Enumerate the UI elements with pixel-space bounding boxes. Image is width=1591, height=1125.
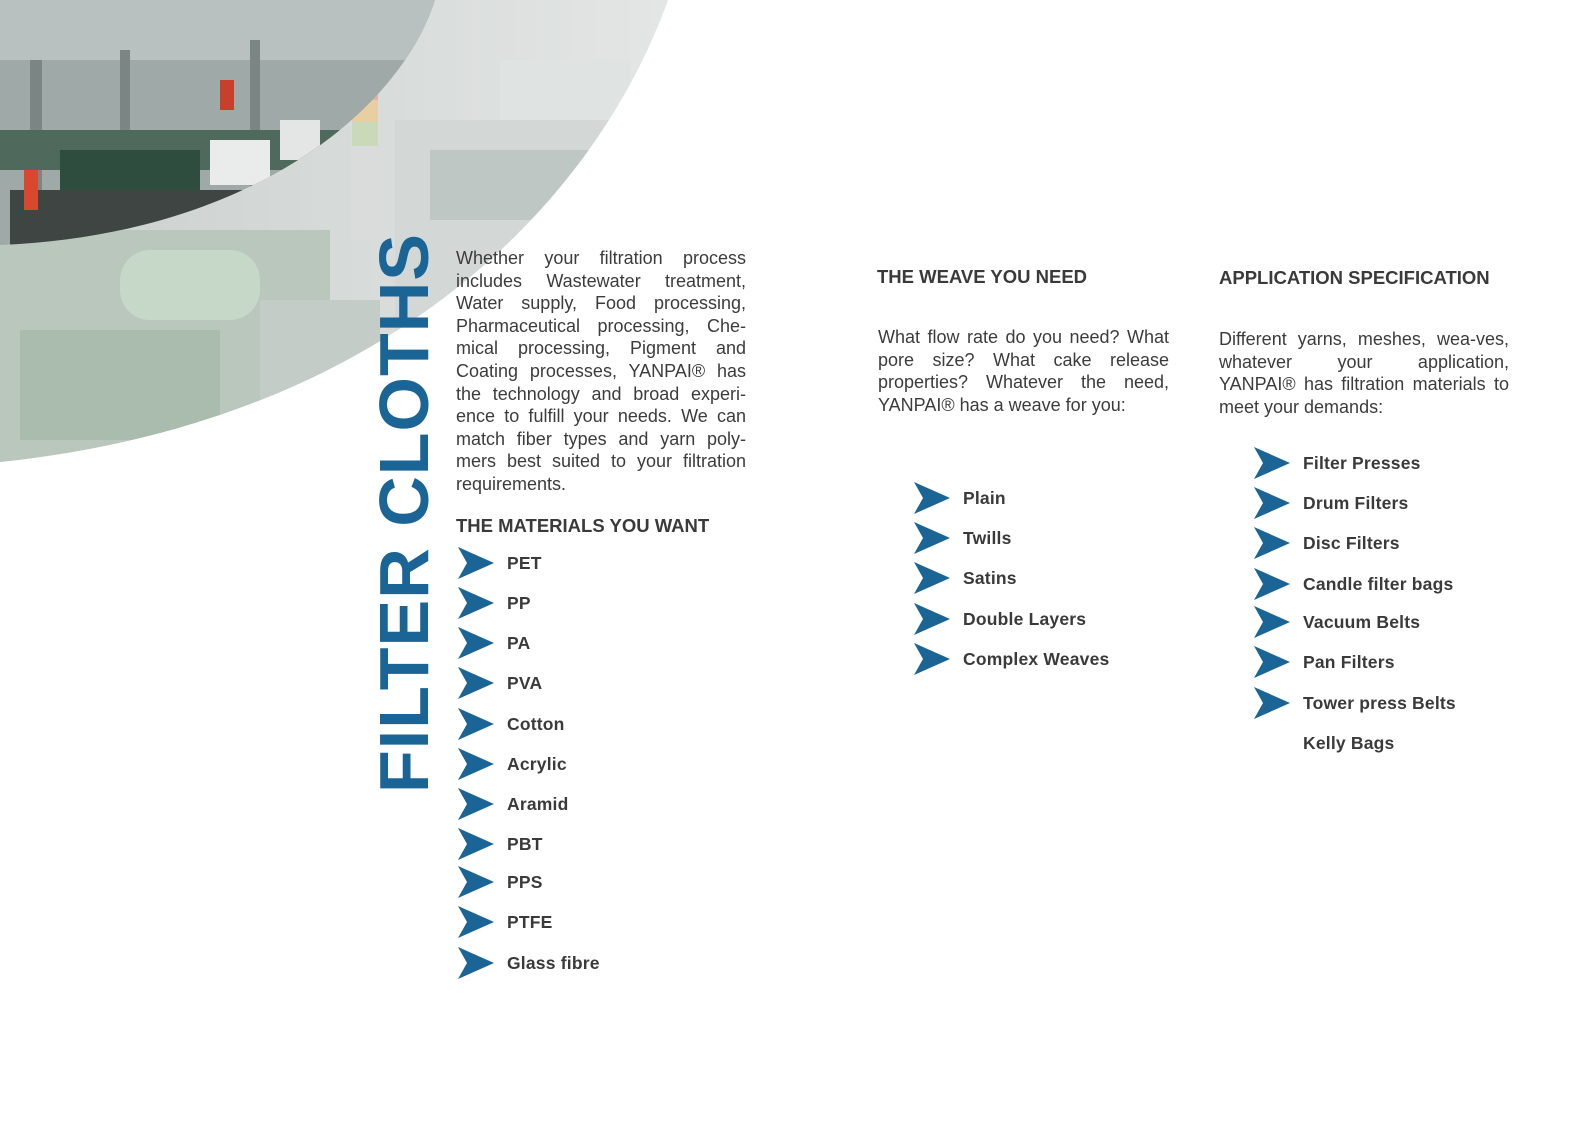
arrow-right-icon <box>912 561 952 595</box>
arrow-right-icon <box>456 626 496 660</box>
list-item <box>456 746 776 782</box>
application-label: Drum Filters <box>1303 492 1409 513</box>
list-item <box>456 904 776 940</box>
material-label: Cotton <box>507 713 565 734</box>
arrow-right-icon <box>456 707 496 741</box>
arrow-right-icon <box>1252 645 1292 679</box>
arrow-right-icon <box>456 946 496 980</box>
application-paragraph: Different yarns, meshes, wea-ves, whatever your application, YANPAI® has filtration materials to meet your demands: <box>1219 329 1509 417</box>
list-item <box>912 480 1232 516</box>
application-label: Filter Presses <box>1303 452 1421 473</box>
list-item <box>1252 725 1572 761</box>
list-item <box>456 864 776 900</box>
list-item <box>1252 445 1572 481</box>
weave-label: Double Layers <box>963 608 1087 629</box>
application-label: Candle filter bags <box>1303 573 1454 594</box>
arrow-right-icon <box>912 642 952 676</box>
list-item <box>456 706 776 742</box>
arrow-right-icon <box>1252 446 1292 480</box>
list-item <box>1252 685 1572 721</box>
list-item <box>1252 644 1572 680</box>
material-label: PBT <box>507 833 543 854</box>
arrow-right-icon <box>456 827 496 861</box>
weave-paragraph: What flow rate do you need? What pore size? What cake release properties? Whatever the need, YANPAI® has a weave for you: <box>878 327 1169 415</box>
list-item <box>456 945 776 981</box>
arrow-right-icon <box>456 747 496 781</box>
weave-label: Satins <box>963 567 1017 588</box>
material-label: PA <box>507 632 531 653</box>
arrow-right-icon <box>1252 526 1292 560</box>
arrow-right-icon <box>1252 686 1292 720</box>
material-label: PTFE <box>507 911 553 932</box>
material-label: PP <box>507 592 531 613</box>
list-item <box>456 585 776 621</box>
material-label: PVA <box>507 672 543 693</box>
materials-heading: THE MATERIALS YOU WANT <box>456 515 710 536</box>
weave-heading: THE WEAVE YOU NEED <box>877 266 1088 287</box>
arrow-right-icon <box>1252 567 1292 601</box>
page-title: FILTER CLOTHS <box>365 233 444 793</box>
weave-label: Plain <box>963 487 1006 508</box>
list-item <box>1252 525 1572 561</box>
arrow-right-icon <box>456 905 496 939</box>
arrow-right-icon <box>456 586 496 620</box>
material-label: PET <box>507 552 542 573</box>
arrow-right-icon <box>456 787 496 821</box>
list-item <box>456 665 776 701</box>
list-item <box>1252 566 1572 602</box>
material-label: PPS <box>507 871 543 892</box>
material-label: Acrylic <box>507 753 567 774</box>
material-label: Glass fibre <box>507 952 600 973</box>
list-item <box>1252 485 1572 521</box>
list-item <box>1252 604 1572 640</box>
arrow-right-icon <box>912 602 952 636</box>
list-item <box>912 560 1232 596</box>
list-item <box>456 786 776 822</box>
arrow-right-icon <box>912 521 952 555</box>
arrow-right-icon <box>456 546 496 580</box>
list-item <box>456 545 776 581</box>
arrow-right-icon <box>456 865 496 899</box>
arrow-right-icon <box>1252 486 1292 520</box>
application-label: Disc Filters <box>1303 532 1400 553</box>
list-item <box>912 520 1232 556</box>
application-label: Vacuum Belts <box>1303 611 1421 632</box>
arrow-right-icon <box>456 666 496 700</box>
intro-paragraph: Whether your filtration process includes Wastewater treatment, Water supply, Food processing, Pharmaceutical processing, Che-mical processing, Pigment and Coating processes, YANPAI® has the technology and broad experi-ence to fulfill your needs. We can match fiber types and yarn poly-mers best suited to your filtration requirements. <box>456 248 746 494</box>
arrow-right-icon <box>1252 605 1292 639</box>
weave-label: Complex Weaves <box>963 648 1110 669</box>
application-label: Tower press Belts <box>1303 692 1456 713</box>
arrow-right-icon <box>912 481 952 515</box>
material-label: Aramid <box>507 793 569 814</box>
list-item <box>912 641 1232 677</box>
list-item <box>456 826 776 862</box>
weave-label: Twills <box>963 527 1012 548</box>
application-heading: APPLICATION SPECIFICATION <box>1219 267 1490 288</box>
list-item <box>912 601 1232 637</box>
list-item <box>456 625 776 661</box>
application-label: Pan Filters <box>1303 651 1395 672</box>
page-title-vertical <box>365 233 444 793</box>
application-label: Kelly Bags <box>1303 732 1395 753</box>
